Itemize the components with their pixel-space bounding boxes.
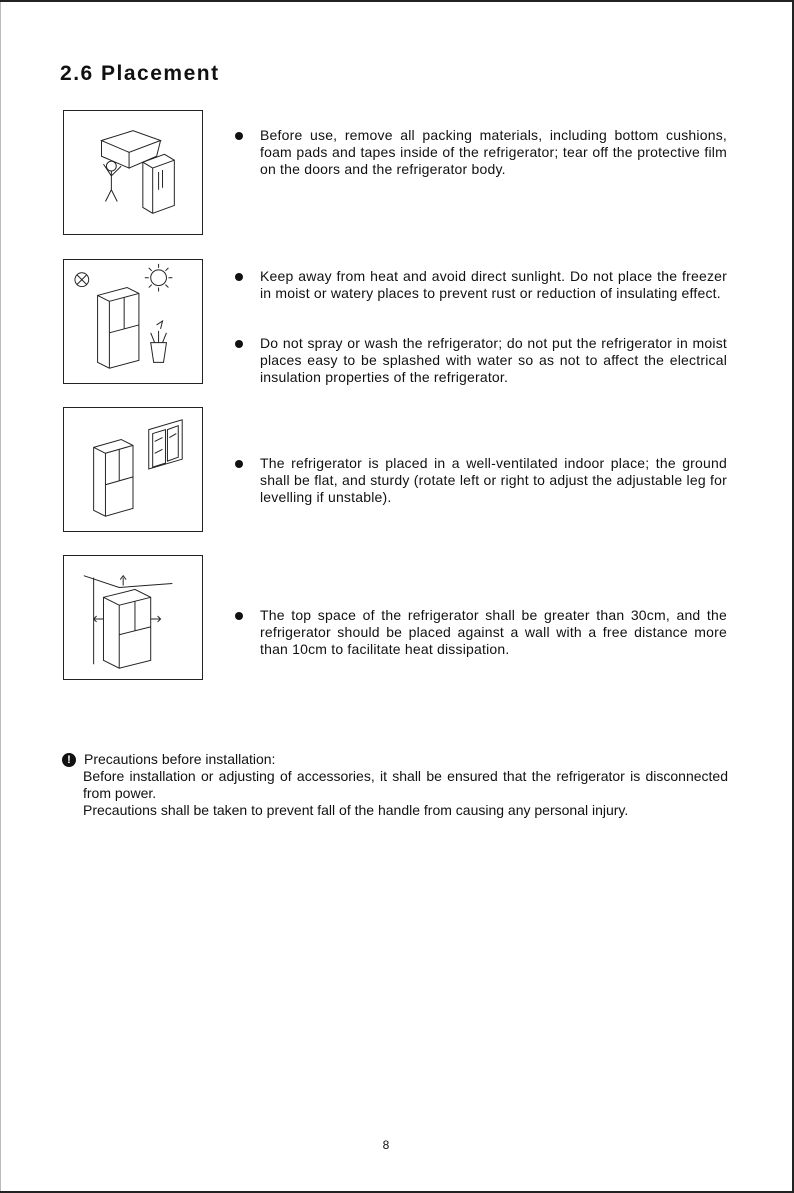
bullet-dot [235,340,243,348]
precautions-line: Precautions shall be taken to prevent fall of the handle from causing any personal injury. [83,802,629,818]
bullet-dot [235,460,243,468]
bullet-no-spray [235,335,727,386]
bullet-text: Before use, remove all packing materials, including bottom cushions, foam pads and tapes inside of the refrigerator; tear off the protective film on the doors and the refrigerator body. [260,127,727,177]
precautions-block [62,751,728,819]
bullet-ventilated-place [235,455,727,506]
section-title [60,62,220,86]
bullet-avoid-heat [235,268,727,302]
bullet-remove-packing [235,127,727,178]
heat-sunlight-illustration [63,259,203,384]
bullet-dot [235,132,243,140]
bullet-dot [235,612,243,620]
precautions-heading-row [62,751,728,768]
bullet-dot [235,273,243,281]
section-number: 2 [60,62,74,85]
clearance-illustration [63,555,203,680]
bullet-text: The refrigerator is placed in a well-ventilated indoor place; the ground shall be flat, and sturdy (rotate left or right to adjust the adjustable leg for levelling if unstable). [260,455,727,505]
bullet-text: The top space of the refrigerator shall be greater than 30cm, and the refrigerator should be placed against a wall with a free distance more than 10cm to facilitate heat dissipation. [260,607,727,657]
bullet-text: Do not spray or wash the refrigerator; do not put the refrigerator in moist places easy to be splashed with water so as not to affect the electrical insulation properties of the refrigerator. [260,335,727,385]
bullet-text: Keep away from heat and avoid direct sunlight. Do not place the freezer in moist or watery places to prevent rust or reduction of insulating effect. [260,268,727,301]
section-title-text: .6 Placement [73,62,220,85]
precautions-line: Before installation or adjusting of accessories, it shall be ensured that the refrigerator is disconnected from power. [83,768,728,801]
exclamation-icon: ! [62,753,76,767]
precautions-heading: Precautions before installation: [84,751,276,767]
bullet-clearance [235,607,727,658]
page-number: 8 [382,1138,390,1152]
unpacking-illustration [63,110,203,235]
ventilation-illustration [63,407,203,532]
